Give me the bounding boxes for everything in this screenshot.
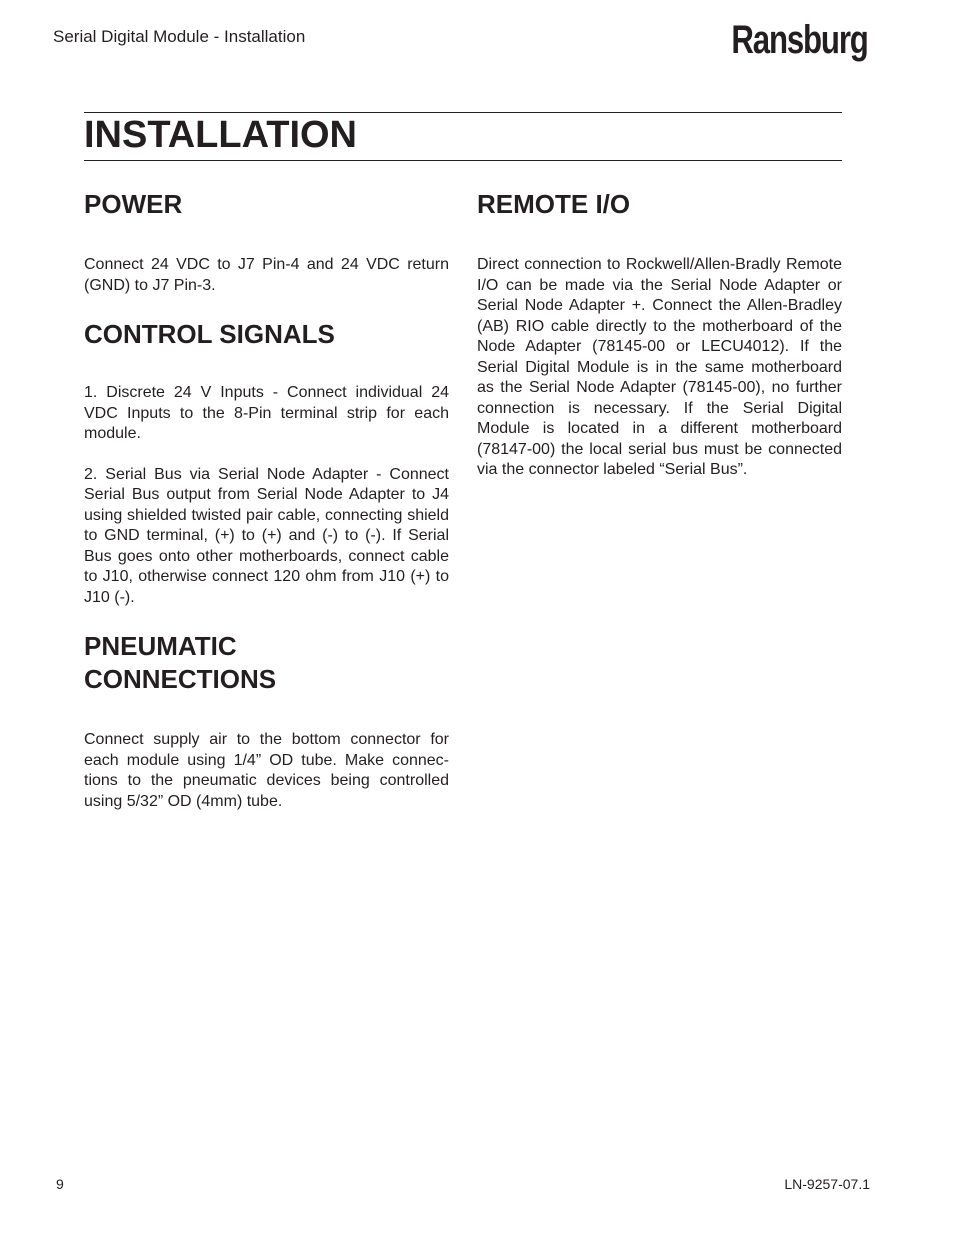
running-header: Serial Digital Module - Installation — [53, 27, 306, 46]
pneumatic-body: Connect supply air to the bottom connector for each module using 1/4” OD tube. Make connections to the pneumatic devices being controlled using 5/32” OD (4mm) tube. — [84, 731, 449, 810]
right-column — [477, 188, 842, 481]
section-pneumatic-connections — [84, 630, 449, 812]
section-heading-remote-io: REMOTE I/O — [477, 189, 631, 219]
section-heading-power: POWER — [84, 189, 183, 219]
section-heading-pneumatic — [84, 630, 449, 696]
page-number: 9 — [56, 1176, 64, 1192]
title-bottom-rule — [84, 160, 842, 161]
heading-line-2: CONNECTIONS — [84, 664, 277, 694]
remote-io-body: Direct connection to Rockwell/Allen-Bradly Remote I/O can be made via the Serial Node Adapter or Serial Node Adapter +. Connect the Allen-Bradley (AB) RIO cable directly to the motherboard of the Node Adapter (78145-00 or LECU4012). If the Serial Digital Module is in the same motherboard as the Serial Node Adapter (78145-00), no further connection is necessary. If the Serial Digital Module is located in a different motherboard (78147-00) the local serial bus must be connected via the connector labeled “Serial Bus”. — [477, 256, 842, 478]
page-title: INSTALLATION — [84, 114, 357, 156]
section-heading-control-signals: CONTROL SIGNALS — [84, 319, 335, 349]
section-remote-io — [477, 188, 842, 481]
brand-logo: Ransburg — [731, 18, 868, 62]
section-control-signals — [84, 318, 449, 608]
document-number: LN-9257-07.1 — [784, 1176, 870, 1192]
power-body: Connect 24 VDC to J7 Pin-4 and 24 VDC return (GND) to J7 Pin-3. — [84, 256, 449, 294]
control-paragraph-2: 2. Serial Bus via Serial Node Adapter - Connect Serial Bus output from Serial Node Adapter to J4 using shielded twisted pair cable, connecting shield to GND terminal, (+) to (+) and (-) to (-). If Serial Bus goes onto other motherboards, connect cable to J10, otherwise connect 120 ohm from J10 (+) to J10 (-). — [84, 465, 449, 606]
heading-line-1: PNEUMATIC — [84, 631, 237, 661]
control-paragraph-1: 1. Discrete 24 V Inputs - Connect individual 24 VDC Inputs to the 8-Pin terminal strip for each module. — [84, 384, 449, 442]
left-column — [84, 188, 449, 812]
section-power — [84, 188, 449, 296]
